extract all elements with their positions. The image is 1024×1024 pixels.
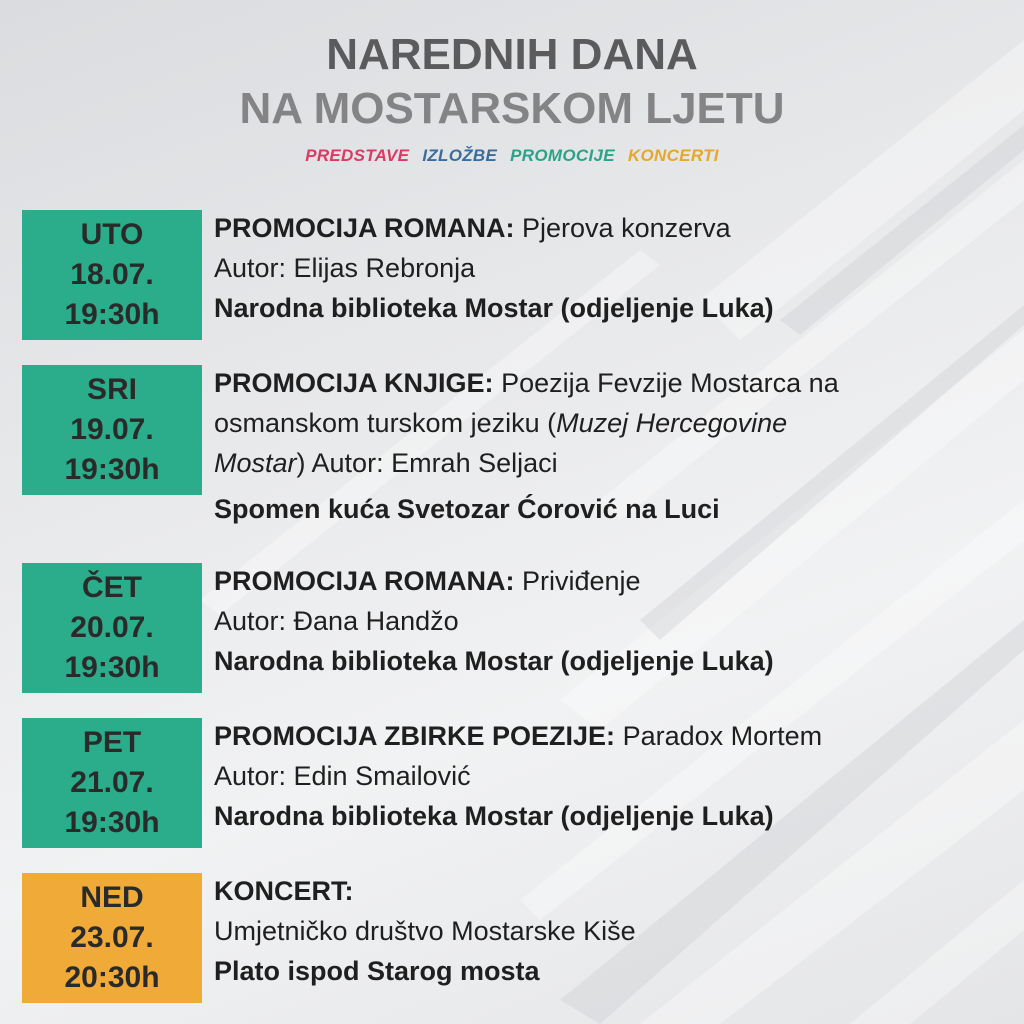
event-author: Umjetničko društvo Mostarske Kiše: [214, 916, 636, 946]
category-koncerti: KONCERTI: [627, 146, 719, 165]
event-title-italic: Muzej Hercegovine: [556, 408, 788, 438]
event-date: 21.07.: [70, 766, 154, 799]
event-day: PET: [82, 726, 142, 759]
event-date: 19.07.: [70, 413, 154, 446]
event-venue: Spomen kuća Svetozar Ćorović na Luci: [214, 494, 720, 524]
title-line-1: NAREDNIH DANA: [326, 30, 698, 79]
event-author: Autor: Đana Handžo: [214, 606, 459, 636]
event-date: 18.07.: [70, 258, 154, 291]
title-line-2: NA MOSTARSKOM LJETU: [239, 84, 785, 133]
event-title-italic2: Mostar: [214, 448, 297, 478]
event-title: Paradox Mortem: [622, 721, 823, 751]
event-venue: Plato ispod Starog mosta: [214, 956, 540, 986]
event-type: PROMOCIJA KNJIGE:: [214, 368, 494, 398]
event-info: [214, 363, 1014, 529]
date-box: [22, 365, 202, 495]
event-time: 19:30h: [64, 453, 160, 486]
event-info: [214, 208, 1014, 328]
event-title: Pjerova konzerva: [522, 213, 731, 243]
event-day: SRI: [86, 373, 137, 406]
event-day: NED: [80, 881, 144, 914]
event-day: UTO: [80, 218, 144, 251]
event-info: [214, 561, 1014, 681]
category-list: [0, 146, 1024, 166]
header: [0, 28, 1024, 166]
event-type: PROMOCIJA ROMANA:: [214, 213, 515, 243]
event-time: 19:30h: [64, 806, 160, 839]
category-izlozbe: IZLOŽBE: [422, 146, 498, 165]
event-time: 19:30h: [64, 298, 160, 331]
event-date: 23.07.: [70, 921, 154, 954]
event-time: 20:30h: [64, 961, 160, 994]
event-author: Autor: Elijas Rebronja: [214, 253, 476, 283]
event-author: Autor: Edin Smailović: [214, 761, 471, 791]
date-box: [22, 873, 202, 1003]
date-box: [22, 563, 202, 693]
event-title-line3: ) Autor: Emrah Seljaci: [296, 448, 558, 478]
event-info: [214, 716, 1014, 836]
event-venue: Narodna biblioteka Mostar (odjeljenje Luka): [214, 646, 774, 676]
event-type: PROMOCIJA ROMANA:: [214, 566, 515, 596]
event-day: ČET: [82, 571, 142, 604]
category-predstave: PREDSTAVE: [305, 146, 410, 165]
date-box: [22, 210, 202, 340]
event-title-line2: osmanskom turskom jeziku (: [214, 408, 557, 438]
date-box: [22, 718, 202, 848]
event-time: 19:30h: [64, 651, 160, 684]
event-type: KONCERT:: [214, 876, 354, 906]
event-venue: Narodna biblioteka Mostar (odjeljenje Luka): [214, 801, 774, 831]
event-venue: Narodna biblioteka Mostar (odjeljenje Luka): [214, 293, 774, 323]
event-info: [214, 871, 1014, 991]
event-title: Poezija Fevzije Mostarca na: [501, 368, 839, 398]
event-date: 20.07.: [70, 611, 154, 644]
event-type: PROMOCIJA ZBIRKE POEZIJE:: [214, 721, 616, 751]
event-title: Priviđenje: [522, 566, 641, 596]
category-promocije: PROMOCIJE: [510, 146, 615, 165]
